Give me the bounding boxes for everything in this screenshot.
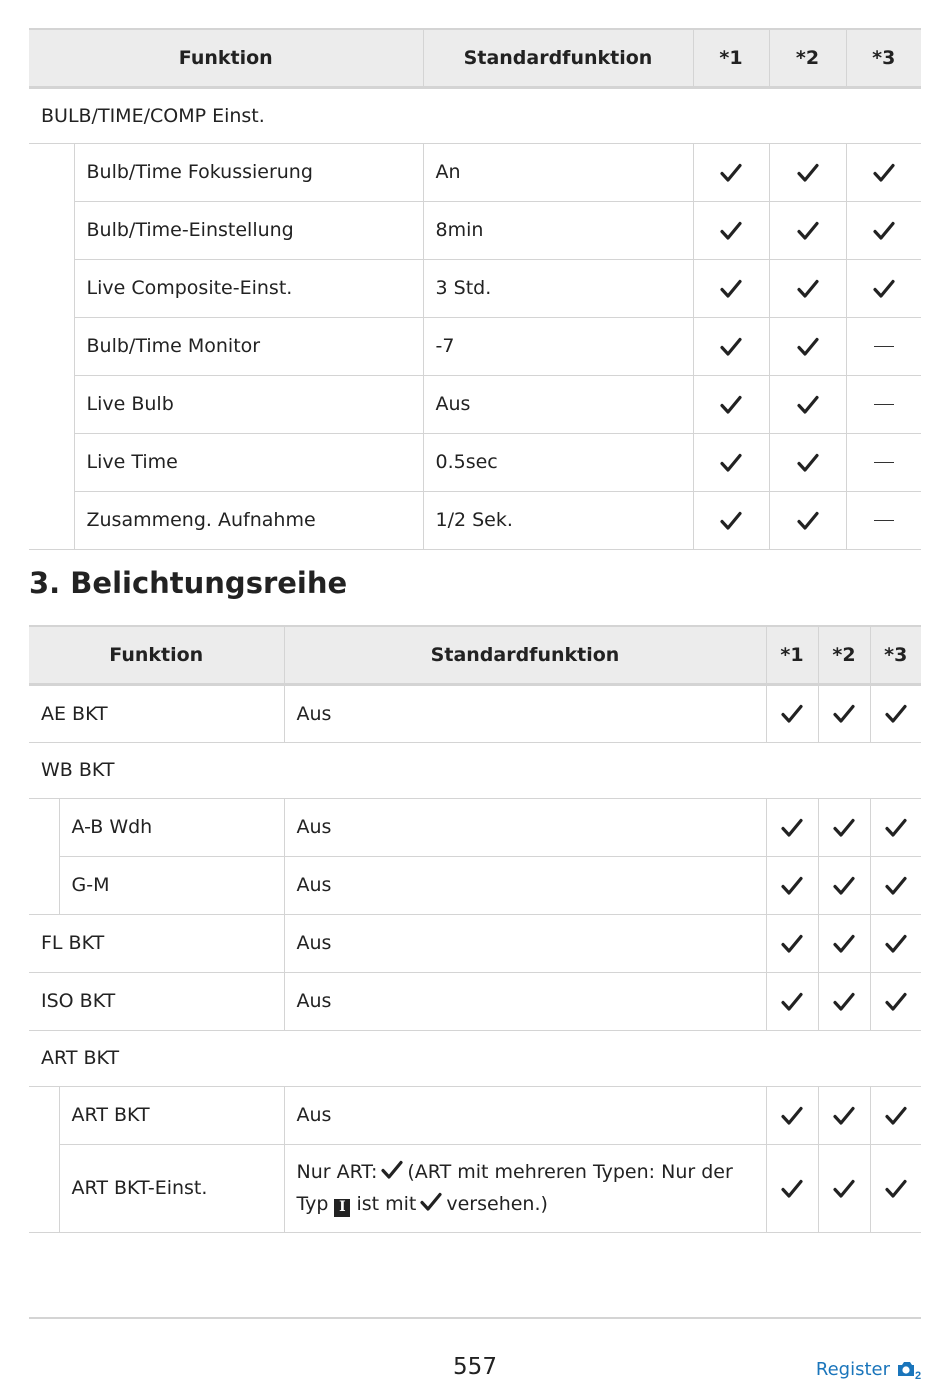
check-icon	[720, 221, 742, 241]
check-icon	[833, 704, 855, 724]
function-name: Live Composite-Einst.	[74, 259, 423, 317]
check-icon	[833, 1106, 855, 1126]
check-icon	[781, 992, 803, 1012]
table-row	[29, 317, 921, 375]
function-name: G-M	[59, 856, 284, 914]
value-text-3: Typ	[296, 1193, 329, 1215]
default-value: Aus	[284, 798, 766, 856]
mark-3	[870, 856, 921, 914]
value-text-4: ist mit	[356, 1193, 417, 1215]
mark-1	[766, 914, 818, 972]
mark-2	[818, 914, 870, 972]
table-row	[29, 684, 921, 742]
table-bulb-time-comp	[29, 28, 921, 550]
check-icon	[873, 163, 895, 183]
check-icon	[797, 279, 819, 299]
function-name: Zusammeng. Aufnahme	[74, 491, 423, 549]
mark-1	[693, 259, 769, 317]
check-icon	[885, 1179, 907, 1199]
table-row	[29, 433, 921, 491]
value-text-2: (ART mit mehreren Typen: Nur der	[407, 1161, 733, 1183]
default-value: 8min	[423, 201, 693, 259]
check-icon	[833, 818, 855, 838]
check-icon	[885, 1106, 907, 1126]
header-mode-3: *3	[846, 29, 921, 87]
register-link[interactable]	[816, 1358, 922, 1380]
mark-2	[818, 856, 870, 914]
group-label: WB BKT	[29, 742, 921, 798]
check-icon	[833, 992, 855, 1012]
value-text-5: versehen.)	[446, 1193, 548, 1215]
mark-3	[846, 375, 921, 433]
mark-2	[818, 1144, 870, 1232]
table-row	[29, 798, 921, 856]
dash-icon	[874, 462, 894, 463]
default-value	[284, 1144, 766, 1232]
table-row	[29, 375, 921, 433]
check-icon	[720, 279, 742, 299]
check-icon	[797, 163, 819, 183]
check-icon	[833, 1179, 855, 1199]
check-icon	[781, 704, 803, 724]
check-icon	[720, 511, 742, 531]
function-name: Bulb/Time Fokussierung	[74, 143, 423, 201]
register-label[interactable]: Register	[815, 1358, 890, 1380]
function-name: AE BKT	[29, 684, 284, 742]
mark-2	[769, 317, 846, 375]
default-value: 1/2 Sek.	[423, 491, 693, 549]
mark-3	[846, 317, 921, 375]
check-icon	[420, 1190, 442, 1210]
dash-icon	[874, 346, 894, 347]
mark-1	[693, 201, 769, 259]
mark-2	[818, 798, 870, 856]
mark-2	[769, 143, 846, 201]
group-row	[29, 1030, 921, 1086]
check-icon	[885, 934, 907, 954]
group-row	[29, 742, 921, 798]
check-icon	[797, 337, 819, 357]
table-row	[29, 914, 921, 972]
check-icon	[873, 221, 895, 241]
header-mode-1: *1	[766, 626, 818, 684]
default-value: Aus	[284, 684, 766, 742]
header-standardfunktion: Standardfunktion	[284, 626, 766, 684]
header-mode-3: *3	[870, 626, 921, 684]
mark-1	[693, 317, 769, 375]
table-row	[29, 201, 921, 259]
page-number: 557	[453, 1354, 497, 1380]
function-name: Bulb/Time-Einstellung	[74, 201, 423, 259]
table-header	[29, 29, 921, 87]
check-icon	[797, 453, 819, 473]
function-name: Live Bulb	[74, 375, 423, 433]
function-name: Live Time	[74, 433, 423, 491]
mark-1	[693, 491, 769, 549]
check-icon	[381, 1158, 403, 1178]
check-icon	[781, 1106, 803, 1126]
footer-divider	[29, 1317, 921, 1319]
table-row	[29, 491, 921, 549]
check-icon	[720, 163, 742, 183]
mark-1	[693, 375, 769, 433]
default-value: -7	[423, 317, 693, 375]
default-value: Aus	[284, 1086, 766, 1144]
table-belichtungsreihe	[29, 625, 921, 1233]
mark-3	[846, 433, 921, 491]
header-mode-1: *1	[693, 29, 769, 87]
function-name: A-B Wdh	[59, 798, 284, 856]
value-text-1: Nur ART:	[296, 1161, 378, 1183]
camera-2-icon[interactable]	[896, 1358, 922, 1380]
check-icon	[885, 876, 907, 896]
header-mode-2: *2	[818, 626, 870, 684]
function-name: Bulb/Time Monitor	[74, 317, 423, 375]
section-title: 3. Belichtungsreihe	[29, 566, 348, 600]
function-name: ISO BKT	[29, 972, 284, 1030]
header-funktion: Funktion	[29, 626, 284, 684]
table-row	[29, 972, 921, 1030]
mark-1	[766, 684, 818, 742]
default-value: Aus	[284, 914, 766, 972]
mark-1	[766, 972, 818, 1030]
check-icon	[781, 1179, 803, 1199]
mark-1	[766, 1086, 818, 1144]
default-value: An	[423, 143, 693, 201]
check-icon	[885, 992, 907, 1012]
mark-1	[693, 143, 769, 201]
function-name: ART BKT-Einst.	[59, 1144, 284, 1232]
dash-icon	[874, 520, 894, 521]
group-label: ART BKT	[29, 1030, 921, 1086]
mark-1	[766, 798, 818, 856]
mark-3	[846, 491, 921, 549]
mark-2	[769, 375, 846, 433]
art-type-icon: I	[334, 1199, 350, 1217]
mark-3	[870, 798, 921, 856]
check-icon	[797, 395, 819, 415]
mark-2	[818, 684, 870, 742]
check-icon	[833, 876, 855, 896]
check-icon	[873, 279, 895, 299]
mark-2	[769, 433, 846, 491]
check-icon	[797, 221, 819, 241]
dash-icon	[874, 404, 894, 405]
header-standardfunktion: Standardfunktion	[423, 29, 693, 87]
check-icon	[781, 876, 803, 896]
mark-1	[693, 433, 769, 491]
check-icon	[720, 395, 742, 415]
check-icon	[833, 934, 855, 954]
default-value: 0.5sec	[423, 433, 693, 491]
check-icon	[720, 337, 742, 357]
table-row	[29, 856, 921, 914]
group-label: BULB/TIME/COMP Einst.	[29, 87, 921, 143]
mark-2	[769, 259, 846, 317]
mark-3	[870, 972, 921, 1030]
mark-3	[846, 259, 921, 317]
table-row	[29, 1086, 921, 1144]
mark-3	[846, 201, 921, 259]
check-icon	[797, 511, 819, 531]
default-value: 3 Std.	[423, 259, 693, 317]
table-row	[29, 143, 921, 201]
svg-text:2: 2	[915, 1370, 922, 1380]
check-icon	[781, 934, 803, 954]
mark-1	[766, 856, 818, 914]
mark-2	[769, 491, 846, 549]
function-name: FL BKT	[29, 914, 284, 972]
mark-2	[769, 201, 846, 259]
function-name: ART BKT	[59, 1086, 284, 1144]
table-header	[29, 626, 921, 684]
mark-2	[818, 1086, 870, 1144]
table-row	[29, 259, 921, 317]
mark-3	[870, 1144, 921, 1232]
default-value: Aus	[423, 375, 693, 433]
header-funktion: Funktion	[29, 29, 423, 87]
group-row	[29, 87, 921, 143]
mark-1	[766, 1144, 818, 1232]
table-row	[29, 1144, 921, 1232]
default-value: Aus	[284, 856, 766, 914]
check-icon	[720, 453, 742, 473]
check-icon	[885, 818, 907, 838]
mark-3	[870, 1086, 921, 1144]
default-value: Aus	[284, 972, 766, 1030]
mark-2	[818, 972, 870, 1030]
mark-3	[846, 143, 921, 201]
header-mode-2: *2	[769, 29, 846, 87]
check-icon	[781, 818, 803, 838]
check-icon	[885, 704, 907, 724]
mark-3	[870, 914, 921, 972]
mark-3	[870, 684, 921, 742]
